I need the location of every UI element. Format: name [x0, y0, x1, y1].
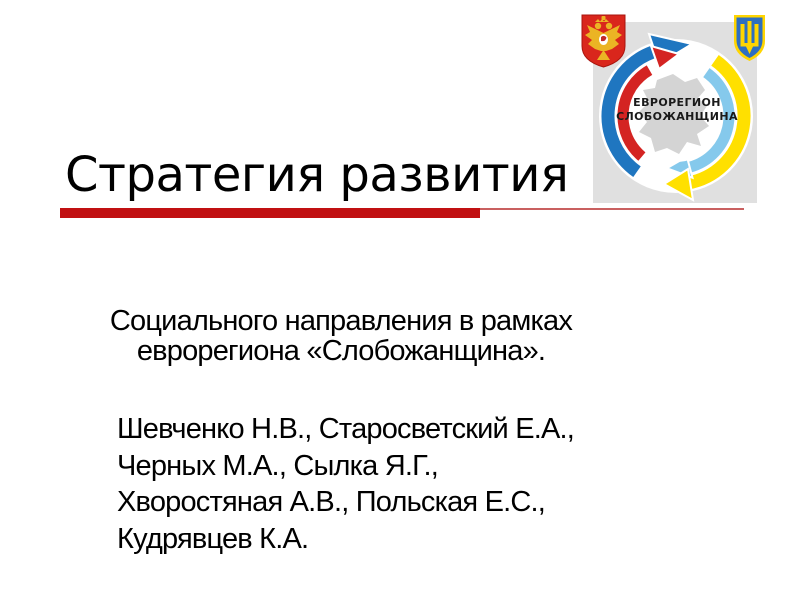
author-line: Черных М.А., Сылка Я.Г.,	[117, 449, 439, 482]
subtitle-line: еврорегиона «Слобожанщина».	[136, 335, 546, 367]
subtitle-line: Социального направления в рамках	[109, 305, 573, 337]
author-line: Хворостяная А.В., Польская Е.С.,	[117, 486, 546, 518]
russia-coat-of-arms-icon	[582, 15, 625, 67]
euroregion-slobozhanshchina-logo	[580, 13, 770, 205]
title-underline-rule	[480, 208, 744, 210]
logo-graphic	[580, 13, 770, 205]
slide-title: Стратегия развития	[65, 147, 569, 203]
title-underline-bar	[60, 208, 480, 218]
logo-title-line2: СЛОБОЖАНЩИНА	[616, 110, 738, 123]
logo-title-line1: ЕВРОРЕГИОН	[633, 96, 721, 109]
authors-list	[117, 411, 677, 557]
author-line: Шевченко Н.В., Старосветский Е.А.,	[117, 413, 575, 445]
author-line: Кудрявцев К.А.	[117, 522, 309, 555]
slide-subtitle	[60, 306, 622, 366]
